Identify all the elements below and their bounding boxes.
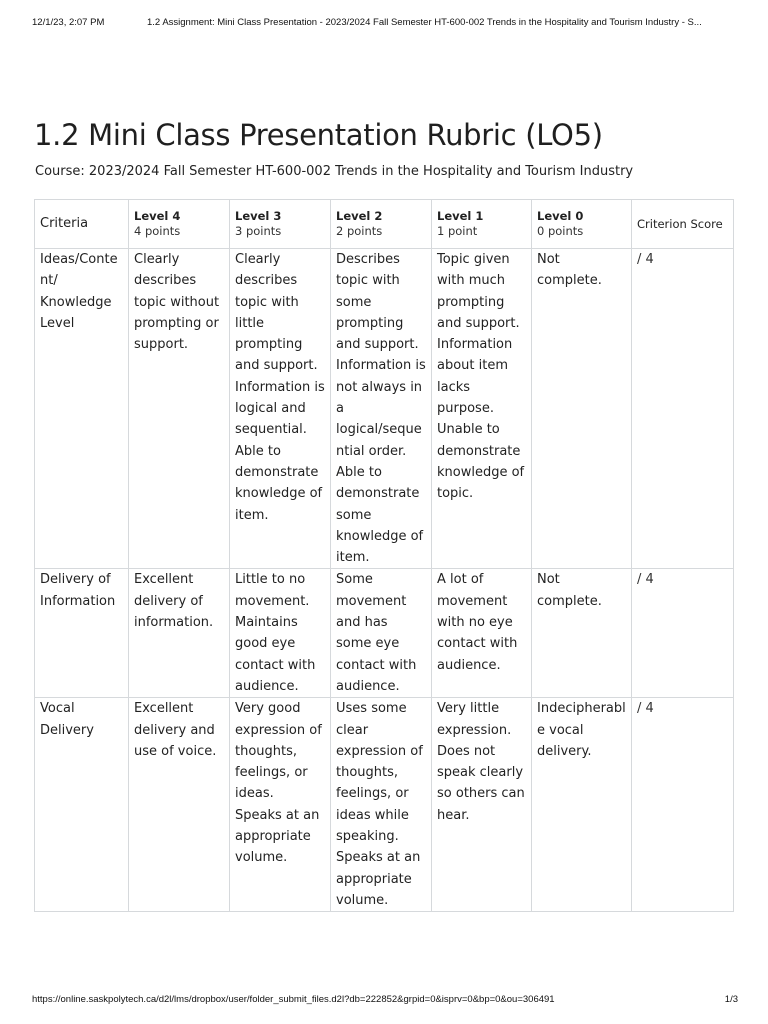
level-header — [432, 200, 532, 249]
level-description: Very little expression. Does not speak clearly so others can hear. — [432, 698, 532, 912]
criterion-name: Vocal Delivery — [35, 698, 129, 912]
level-description: Topic given with much prompting and support. Information about item lacks purpose. Unable to demonstrate knowledge of topic. — [432, 249, 532, 569]
criterion-name: Delivery of Information — [35, 569, 129, 698]
level-header — [331, 200, 432, 249]
level-description: Little to no movement. Maintains good eye contact with audience. — [230, 569, 331, 698]
criterion-score-header: Criterion Score — [632, 200, 734, 249]
level-header — [532, 200, 632, 249]
level-description: Not complete. — [532, 249, 632, 569]
criterion-name: Ideas/Content/ Knowledge Level — [35, 249, 129, 569]
print-timestamp: 12/1/23, 2:07 PM — [32, 17, 105, 28]
rubric-header-row — [35, 200, 734, 249]
level-description: Some movement and has some eye contact with audience. — [331, 569, 432, 698]
level-header — [129, 200, 230, 249]
level-description: Describes topic with some prompting and support. Information is not always in a logical/sequential order. Able to demonstrate some knowledge of item. — [331, 249, 432, 569]
level-description: Indecipherable vocal delivery. — [532, 698, 632, 912]
print-header — [32, 17, 740, 28]
level-description: Not complete. — [532, 569, 632, 698]
level-name: Level 0 — [537, 209, 584, 223]
rubric-table — [34, 199, 734, 912]
level-points: 4 points — [134, 224, 181, 238]
level-description: Clearly describes topic with little prompting and support. Information is logical and sequential. Able to demonstrate knowledge of item. — [230, 249, 331, 569]
level-name: Level 1 — [437, 209, 484, 223]
print-page-title: 1.2 Assignment: Mini Class Presentation - 2023/2024 Fall Semester HT-600-002 Trends in the Hospitality and Tourism Industry - S... — [147, 17, 702, 28]
criteria-header: Criteria — [35, 200, 129, 249]
level-description: Excellent delivery of information. — [129, 569, 230, 698]
course-line: Course: 2023/2024 Fall Semester HT-600-002 Trends in the Hospitality and Tourism Industry — [35, 164, 634, 179]
page-title: 1.2 Mini Class Presentation Rubric (LO5) — [34, 118, 603, 152]
level-name: Level 3 — [235, 209, 282, 223]
rubric-row — [35, 569, 734, 698]
level-description: Very good expression of thoughts, feelings, or ideas. Speaks at an appropriate volume. — [230, 698, 331, 912]
level-points: 2 points — [336, 224, 383, 238]
rubric-row — [35, 249, 734, 569]
criterion-score: / 4 — [632, 698, 734, 912]
criterion-score: / 4 — [632, 569, 734, 698]
level-description: Uses some clear expression of thoughts, feelings, or ideas while speaking. Speaks at an appropriate volume. — [331, 698, 432, 912]
level-name: Level 4 — [134, 209, 181, 223]
level-description: A lot of movement with no eye contact with audience. — [432, 569, 532, 698]
level-description: Excellent delivery and use of voice. — [129, 698, 230, 912]
level-points: 1 point — [437, 224, 478, 238]
criterion-score: / 4 — [632, 249, 734, 569]
level-name: Level 2 — [336, 209, 383, 223]
level-points: 0 points — [537, 224, 584, 238]
page-url: https://online.saskpolytech.ca/d2l/lms/dropbox/user/folder_submit_files.d2l?db=222852&grpid=0&isprv=0&bp=0&ou=306491 — [32, 994, 555, 1005]
page-number: 1/3 — [724, 994, 738, 1005]
level-description: Clearly describes topic without prompting or support. — [129, 249, 230, 569]
level-header — [230, 200, 331, 249]
level-points: 3 points — [235, 224, 282, 238]
rubric-row — [35, 698, 734, 912]
print-footer — [32, 994, 738, 1005]
